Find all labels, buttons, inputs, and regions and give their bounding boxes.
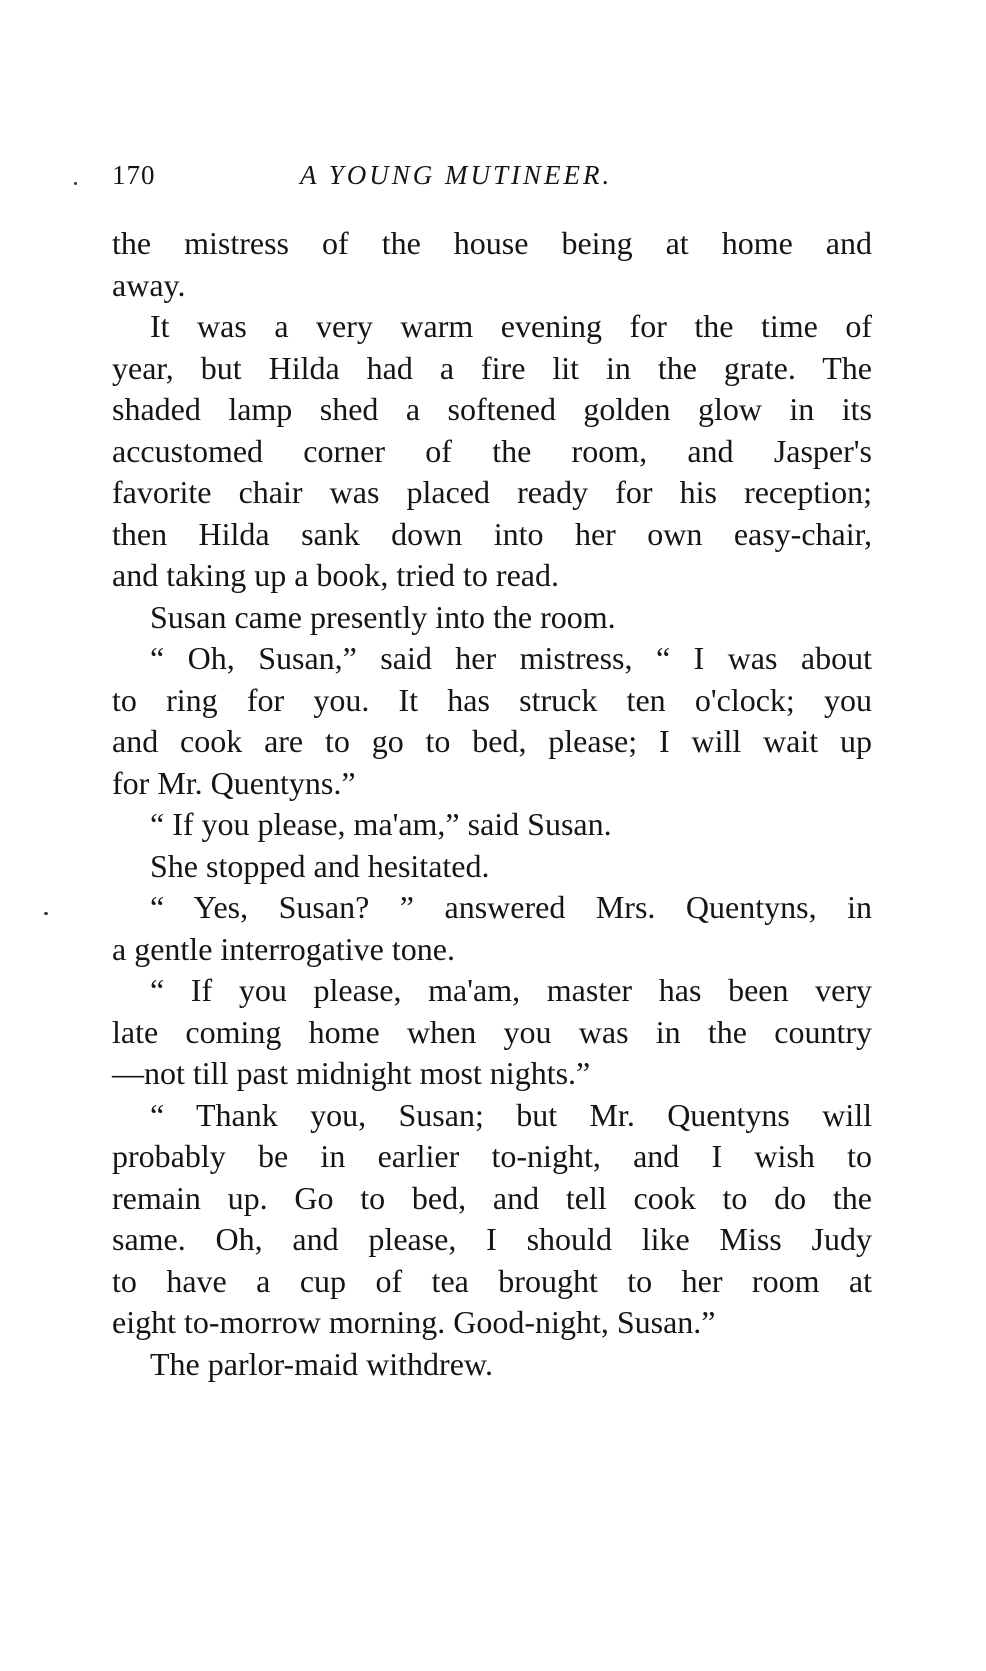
text-line: eight to-morrow morning. Good-night, Susan.” [112, 1304, 716, 1340]
text-line: the mistress of the house being at home and [112, 225, 872, 261]
text-line: year, but Hilda had a fire lit in the grate. The [112, 349, 872, 386]
text-line: favorite chair was placed ready for his reception; [112, 474, 872, 510]
paragraph [112, 887, 872, 970]
text-line: “ If you please, ma'am,” said Susan. [150, 806, 612, 842]
body-text [112, 223, 872, 1385]
text-line: same. Oh, and please, I should like Miss Judy [112, 1221, 872, 1257]
text-line: a gentle interrogative tone. [112, 930, 455, 967]
paragraph [112, 1344, 872, 1386]
text-line: “ If you please, ma'am, master has been very [150, 972, 872, 1008]
text-line: and cook are to go to bed, please; I will wait up [112, 723, 872, 759]
paragraph [112, 638, 872, 804]
text-line: then Hilda sank down into her own easy-chair, [112, 515, 872, 552]
page-number: 170 [112, 160, 156, 190]
text-line: to ring for you. It has struck ten o'clock; you [112, 681, 872, 718]
print-speck [74, 182, 77, 185]
text-line: for Mr. Quentyns.” [112, 764, 356, 801]
print-speck [44, 912, 48, 915]
running-head [112, 160, 872, 200]
paragraph [112, 970, 872, 1095]
text-line: and taking up a book, tried to read. [112, 557, 559, 593]
paragraph [112, 597, 872, 639]
text-line: remain up. Go to bed, and tell cook to do the [112, 1179, 872, 1216]
text-line: —not till past midnight most nights.” [112, 1055, 591, 1091]
paragraph [112, 846, 872, 888]
text-line: The parlor-maid withdrew. [150, 1345, 493, 1382]
text-line: probably be in earlier to-night, and I wish to [112, 1138, 872, 1174]
text-line: She stopped and hesitated. [150, 847, 490, 884]
paragraph [112, 223, 872, 306]
running-title: A YOUNG MUTINEER. [300, 160, 613, 190]
text-line: “ Thank you, Susan; but Mr. Quentyns will [150, 1096, 872, 1133]
paragraph [112, 1095, 872, 1344]
paragraph [112, 804, 872, 846]
text-line: to have a cup of tea brought to her room at [112, 1262, 872, 1299]
text-line: shaded lamp shed a softened golden glow in its [112, 391, 872, 427]
text-line: late coming home when you was in the country [112, 1013, 872, 1050]
text-line: It was a very warm evening for the time of [150, 308, 872, 344]
text-line: “ Oh, Susan,” said her mistress, “ I was about [150, 640, 872, 676]
text-line: away. [112, 266, 186, 303]
paragraph [112, 306, 872, 597]
text-line: “ Yes, Susan? ” answered Mrs. Quentyns, in [150, 889, 872, 925]
text-line: Susan came presently into the room. [150, 598, 616, 635]
text-line: accustomed corner of the room, and Jasper's [112, 432, 872, 469]
